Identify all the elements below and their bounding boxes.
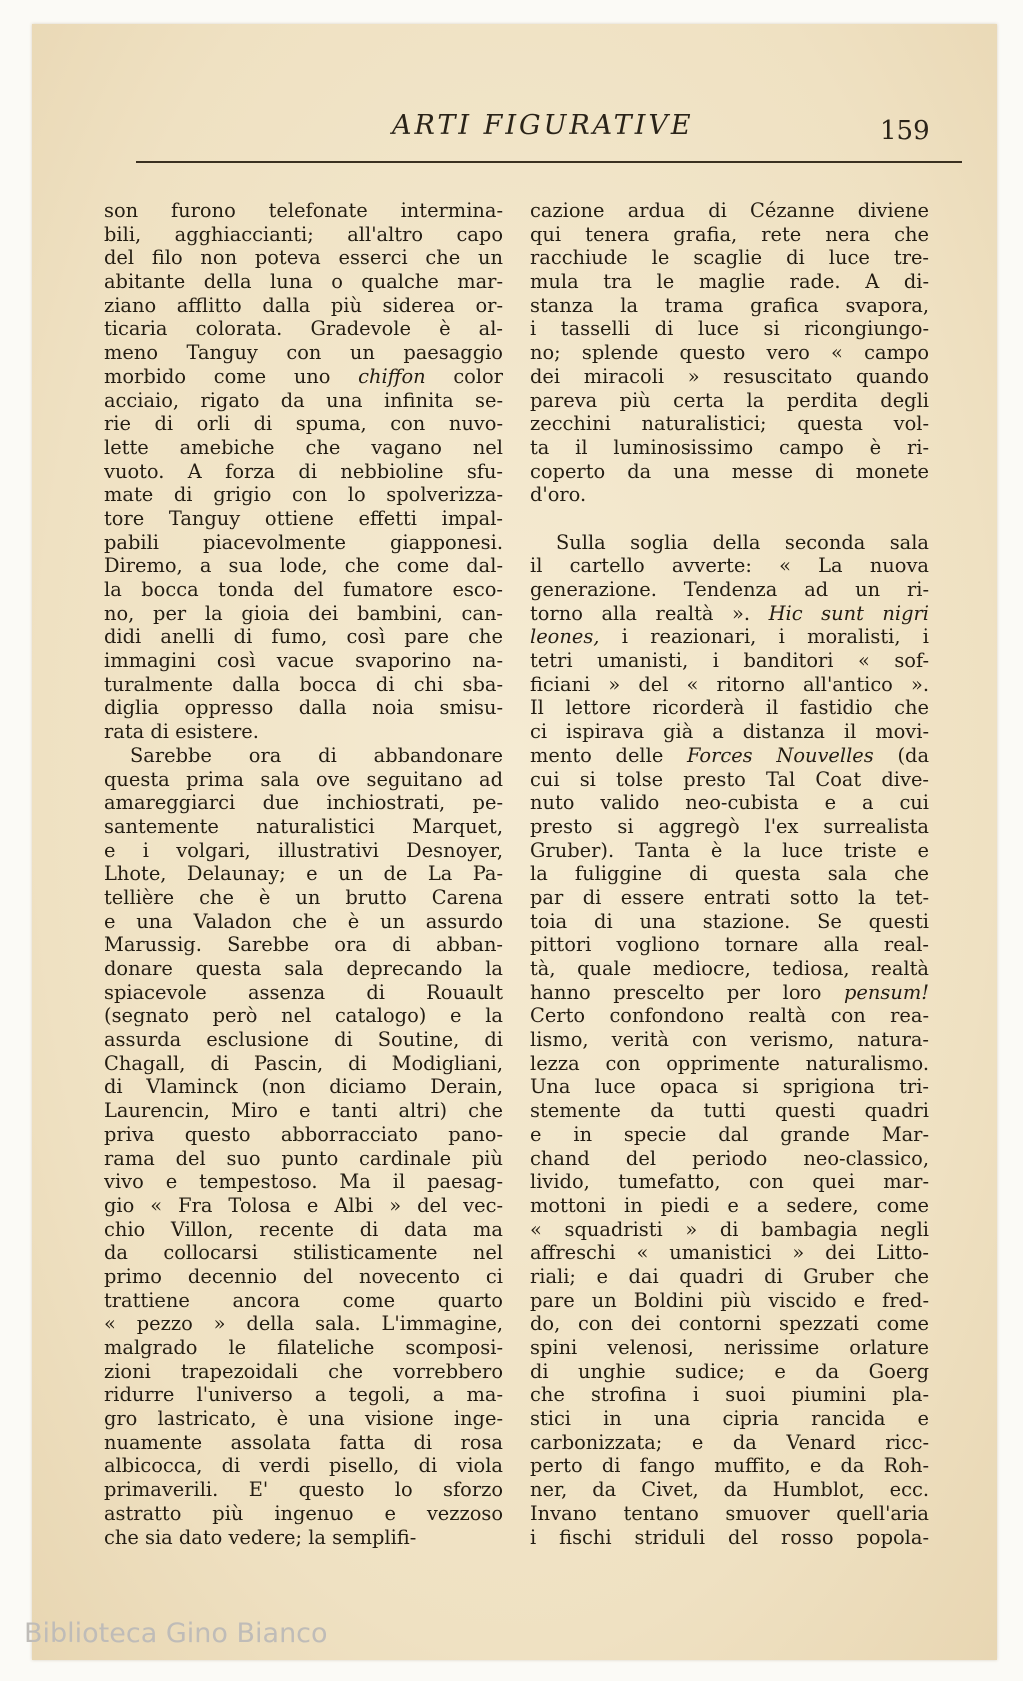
text-line: ner, da Civet, da Humblot, ecc. [530,1478,929,1502]
text-line: affreschi « umanistici » dei Litto- [530,1241,929,1265]
text-line: Marussig. Sarebbe ora di abban- [104,933,503,957]
text-line: che sia dato vedere; la semplifi- [104,1525,417,1549]
text-line: ficiani » del « ritorno all'antico ». [530,672,929,696]
text-line: presto si aggregò l'ex surrealista [530,814,929,838]
text-line: pittori vogliono tornare alla real- [530,933,929,957]
text-line: carbonizzata; e da Venard ricc- [530,1430,929,1454]
text-line: « pezzo » della sala. L'immagine, [104,1312,503,1336]
text-line: tetri umanisti, i banditori « sof- [530,649,929,673]
text-line: tà, quale mediocre, tediosa, realtà [530,957,929,980]
text-line: priva questo abborracciato pano- [104,1122,503,1146]
text-line: nuamente assolata fatta di rosa [104,1430,503,1454]
text-line: santemente naturalistici Marquet, [104,814,503,838]
header-rule [136,161,962,163]
text-line: d'oro. [530,483,587,507]
text-line: malgrado le filateliche scomposi- [104,1336,503,1359]
text-line: Invano tentano smuover quell'aria [530,1501,929,1525]
text-line: chio Villon, recente di data ma [104,1217,503,1241]
text-line: mottoni in piedi e a sedere, come [530,1193,929,1217]
text-line: tellière che è un brutto Carena [104,885,503,909]
text-line: no; splende questo vero « campo [530,341,929,365]
text-line: questa prima sala ove seguitano ad [104,767,503,791]
text-line: di Vlaminck (non diciamo Derain, [104,1075,503,1099]
text-line: ridurre l'universo a tegoli, a ma- [104,1383,503,1407]
text-line: primo decennio del novecento ci [104,1264,503,1288]
text-line: stanza la trama grafica svapora, [530,293,929,317]
text-line: (segnato però nel catalogo) e la [104,1004,503,1028]
text-line: dei miracoli » resuscitato quando [530,364,929,388]
text-line: zecchini naturalistici; questa vol- [530,412,929,436]
text-line: astratto più ingenuo e vezzoso [104,1501,503,1525]
text-line: i fischi striduli del rosso popola- [530,1525,929,1549]
text-line: lette amebiche che vagano nel [104,435,503,459]
text-line: mula tra le maglie rade. A di- [530,270,929,294]
text-line: ci ispirava già a distanza il movi- [530,720,929,744]
text-line: generazione. Tendenza ad un ri- [530,578,929,601]
text-line: Diremo, a sua lode, che come dal- [104,554,503,578]
text-line: do, con dei contorni spezzati come [530,1312,929,1336]
right-column [530,199,929,1549]
text-line: abitante della luna o qualche mar- [104,270,503,294]
running-head: ARTI FIGURATIVE [392,110,694,141]
text-line: del filo non poteva esserci che un [104,246,503,270]
text-line: par di essere entrati sotto la tet- [530,885,929,909]
text-line: cui si tolse presto Tal Coat dive- [530,767,929,791]
text-line: e una Valadon che è un assurdo [104,909,503,933]
text-line: trattiene ancora come quarto [104,1288,503,1312]
text-line: lismo, verità con verismo, natura- [530,1028,929,1052]
text-line: coperto da una messe di monete [530,459,929,483]
text-line: che strofina i suoi piumini pla- [530,1383,929,1407]
text-line: assurda esclusione di Soutine, di [104,1028,503,1052]
text-line: di unghie sudice; e da Goerg [530,1359,929,1383]
text-line: lezza con opprimente naturalismo. [530,1051,929,1075]
text-line: da collocarsi stilisticamente nel [104,1241,503,1265]
text-line: donare questa sala deprecando la [104,957,503,980]
text-line: livido, tumefatto, con quei mar- [530,1170,929,1194]
text-line: Lhote, Delaunay; e un de La Pa- [104,862,503,886]
library-watermark: Biblioteca Gino Bianco [24,1618,328,1649]
text-line: leones, i reazionari, i moralisti, i [530,625,929,649]
text-line: Chagall, di Pascin, di Modigliani, [104,1051,503,1075]
text-line: torno alla realtà ». Hic sunt nigri [530,601,929,625]
text-line: « squadristi » di bambagia negli [530,1217,929,1241]
text-line: ta il luminosissimo campo è ri- [530,435,929,459]
text-line: racchiude le scaglie di luce tre- [530,246,929,270]
text-line: immagini così vacue svaporino na- [104,649,503,673]
text-line: albicocca, di verdi pisello, di viola [104,1454,503,1478]
text-line: pare un Boldini più viscido e fred- [530,1288,929,1312]
text-line: riali; e dai quadri di Gruber che [530,1264,929,1288]
text-line: no, per la gioia dei bambini, can- [104,601,503,625]
text-line: pabili piacevolmente giapponesi. [104,530,503,554]
text-line: ticaria colorata. Gradevole è al- [104,317,503,341]
text-line: e in specie dal grande Mar- [530,1122,929,1146]
text-line: tore Tanguy ottiene effetti impal- [104,506,503,530]
text-line: turalmente dalla bocca di chi sba- [104,672,503,696]
text-line: acciaio, rigato da una infinita se- [104,388,503,412]
text-line: ziano afflitto dalla più siderea or- [104,293,503,317]
text-line: mate di grigio con lo spolverizza- [104,483,503,507]
text-line: vuoto. A forza di nebbioline sfu- [104,459,503,483]
text-line: nuto valido neo-cubista e a cui [530,791,929,815]
text-line: la bocca tonda del fumatore esco- [104,578,503,601]
text-line: Gruber). Tanta è la luce triste e [530,838,929,862]
text-line: Una luce opaca si sprigiona tri- [530,1075,929,1099]
text-line: chand del periodo neo-classico, [530,1146,929,1170]
text-line: perto di fango muffito, e da Roh- [530,1454,929,1478]
text-line: pareva più certa la perdita degli [530,388,929,412]
text-line: toia di una stazione. Se questi [530,909,929,933]
text-line: amareggiarci due inchiostrati, pe- [104,791,503,815]
text-line: la fuliggine di questa sala che [530,862,929,886]
text-line: Sarebbe ora di abbandonare [130,743,503,767]
text-line: gio « Fra Tolosa e Albi » del vec- [104,1193,503,1217]
text-line: diglia oppresso dalla noia smisu- [104,696,503,720]
text-line: Laurencin, Miro e tanti altri) che [104,1099,503,1123]
text-line: gro lastricato, è una visione inge- [104,1407,503,1431]
text-line: son furono telefonate intermina- [104,199,503,222]
text-line: rata di esistere. [104,720,259,744]
text-line: spini velenosi, nerissime orlature [530,1336,929,1359]
paragraph-gap [530,507,929,531]
text-line: didi anelli di fumo, così pare che [104,625,503,649]
text-line: Sulla soglia della seconda sala [556,530,929,554]
text-line: primaverili. E' questo lo sforzo [104,1478,503,1502]
text-line: qui tenera grafia, rete nera che [530,222,929,246]
text-line: Certo confondono realtà con rea- [530,1004,929,1028]
text-line: zioni trapezoidali che vorrebbero [104,1359,503,1383]
text-line: rama del suo punto cardinale più [104,1146,503,1170]
text-line: vivo e tempestoso. Ma il paesag- [104,1170,503,1194]
text-line: rie di orli di spuma, con nuvo- [104,412,503,436]
text-line: spiacevole assenza di Rouault [104,980,503,1004]
text-line: meno Tanguy con un paesaggio [104,341,503,365]
text-line: i tasselli di luce si ricongiungo- [530,317,929,341]
text-line: bili, agghiaccianti; all'altro capo [104,222,503,246]
text-line: Il lettore ricorderà il fastidio che [530,696,929,720]
page-number: 159 [880,116,930,146]
text-line: mento delle Forces Nouvelles (da [530,743,929,767]
text-line: morbido come uno chiffon color [104,364,503,388]
text-line: e i volgari, illustrativi Desnoyer, [104,838,503,862]
text-line: il cartello avverte: « La nuova [530,554,929,578]
text-line: stemente da tutti questi quadri [530,1099,929,1123]
text-line: stici in una cipria rancida e [530,1407,929,1431]
left-column [104,199,503,1549]
text-line: hanno prescelto per loro pensum! [530,980,929,1004]
book-page [32,24,997,1660]
text-line: cazione ardua di Cézanne diviene [530,199,929,222]
